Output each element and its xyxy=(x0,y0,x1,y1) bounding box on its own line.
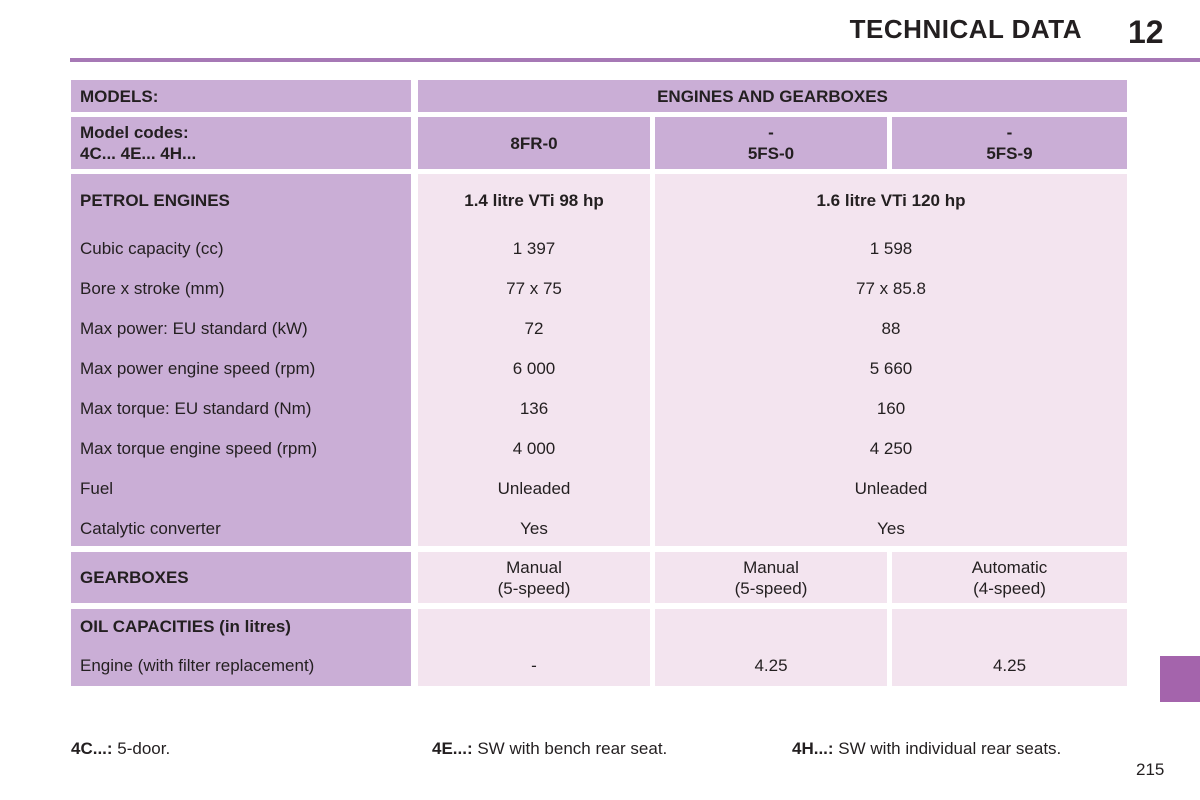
code-bottom-3: 5FS-9 xyxy=(986,144,1033,163)
footnote-key: 4H...: xyxy=(792,739,834,758)
gearbox-speeds-2: (5-speed) xyxy=(734,578,808,598)
footnote-key: 4C...: xyxy=(71,739,113,758)
page-number: 215 xyxy=(1136,760,1165,779)
spec-label: Fuel xyxy=(80,479,114,498)
oil-value-2: 4.25 xyxy=(754,656,788,675)
gearbox-cell-3 xyxy=(892,552,1127,603)
spec-value-1: 72 xyxy=(524,319,544,338)
models-label: MODELS: xyxy=(80,86,159,106)
spec-label: Max power: EU standard (kW) xyxy=(80,319,308,338)
engine-1-name: 1.4 litre VTi 98 hp xyxy=(464,191,604,210)
oil-value-1: - xyxy=(531,656,537,675)
spec-label: Catalytic converter xyxy=(80,519,221,538)
spec-label: Max torque engine speed (rpm) xyxy=(80,439,318,458)
footnote-4e xyxy=(432,739,667,759)
model-codes-values: 4C... 4E... 4H... xyxy=(80,144,197,163)
code-bottom-1: 8FR-0 xyxy=(510,133,558,153)
gearbox-type-3: Automatic xyxy=(971,557,1048,577)
code-top-2: - xyxy=(768,123,774,142)
spec-value-2: Unleaded xyxy=(854,479,928,498)
spec-value-1: Yes xyxy=(520,519,548,538)
header-rule xyxy=(70,58,1200,62)
model-codes-cell xyxy=(71,117,411,169)
page-title: TECHNICAL DATA xyxy=(849,14,1082,44)
chapter-tab xyxy=(1160,656,1200,702)
engines-header: ENGINES AND GEARBOXES xyxy=(657,86,888,106)
gearbox-type-2: Manual xyxy=(743,557,799,577)
footnote-key: 4E...: xyxy=(432,739,473,758)
engine-2-name: 1.6 litre VTi 120 hp xyxy=(816,191,966,210)
footnote-text: SW with bench rear seat. xyxy=(472,739,668,758)
gearbox-cell-2 xyxy=(655,552,887,603)
code-top-3: - xyxy=(1006,123,1013,142)
oil-value-3: 4.25 xyxy=(992,656,1027,675)
spec-value-1: 77 x 75 xyxy=(506,279,562,298)
gearboxes-label: GEARBOXES xyxy=(80,568,189,587)
spec-value-1: 136 xyxy=(519,399,549,418)
spec-value-2: 4 250 xyxy=(869,439,913,458)
spec-value-2: 160 xyxy=(876,399,906,418)
oil-engine-label: Engine (with filter replacement) xyxy=(80,656,315,675)
spec-label: Max torque: EU standard (Nm) xyxy=(80,399,312,418)
spec-label: Max power engine speed (rpm) xyxy=(80,359,316,378)
gearbox-cell-1 xyxy=(418,552,650,603)
spec-value-1: 4 000 xyxy=(512,439,556,458)
model-codes-label: Model codes: xyxy=(80,123,189,142)
code-bottom-2: 5FS-0 xyxy=(747,144,795,163)
gearbox-type-1: Manual xyxy=(506,557,562,577)
footnote-text: SW with individual rear seats. xyxy=(833,739,1062,758)
spec-value-2: Yes xyxy=(877,519,905,538)
spec-value-2: 77 x 85.8 xyxy=(856,279,926,298)
spec-value-1: Unleaded xyxy=(497,479,571,498)
spec-value-1: 1 397 xyxy=(512,239,556,258)
spec-value-2: 88 xyxy=(881,319,901,338)
footnote-4h xyxy=(792,739,1061,759)
models-label-cell xyxy=(71,80,411,112)
spec-value-2: 5 660 xyxy=(869,359,913,378)
engines-header-cell xyxy=(418,80,1127,112)
oil-capacities-label: OIL CAPACITIES (in litres) xyxy=(80,617,291,636)
code-cell-3 xyxy=(892,117,1127,169)
gearboxes-label-cell xyxy=(71,552,411,603)
chapter-number: 12 xyxy=(1128,14,1164,50)
gearbox-speeds-3: (4-speed) xyxy=(973,578,1046,598)
code-cell-1 xyxy=(418,117,650,169)
footnote-text: 5-door. xyxy=(112,739,171,758)
spec-value-1: 6 000 xyxy=(512,359,556,378)
code-cell-2 xyxy=(655,117,887,169)
gearbox-speeds-1: (5-speed) xyxy=(497,578,571,598)
petrol-engines-label: PETROL ENGINES xyxy=(80,191,230,210)
spec-label: Cubic capacity (cc) xyxy=(80,239,224,258)
spec-label: Bore x stroke (mm) xyxy=(80,279,225,298)
footnote-4c xyxy=(71,739,170,759)
spec-value-2: 1 598 xyxy=(869,239,913,258)
